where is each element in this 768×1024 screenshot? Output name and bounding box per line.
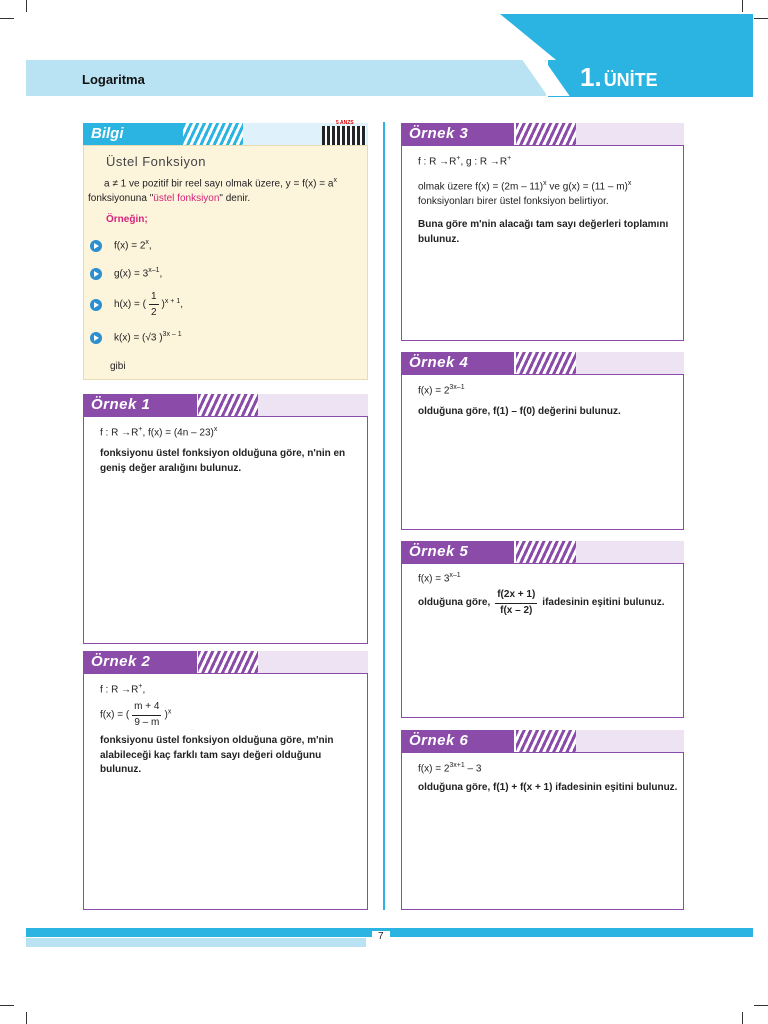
bilgi-heading: Üstel Fonksiyon <box>106 154 206 169</box>
example-formula: k(x) = (√3 )$^{3x - 1}$ <box>114 331 182 344</box>
definition-text: a ≠ 1 ve pozitif bir reel sayı olmak üzere, y = f(x) = a <box>104 178 334 190</box>
example-item <box>90 289 183 320</box>
ornek-5-title-bar <box>401 541 684 563</box>
title-stripes <box>516 352 576 374</box>
question-text: fonksiyonu üstel fonksiyon olduğuna göre, m'nin alabileceği kaç farklı tam sayı değeri olduğunu bulunuz. <box>100 735 334 775</box>
title-tail <box>576 541 684 563</box>
page-number: 7 <box>372 931 390 942</box>
title-tail <box>576 123 684 145</box>
play-icon <box>90 240 102 252</box>
section-title: Logaritma <box>82 72 145 87</box>
formula-line: f(x) = ( $\frac{m + 4}{9 - m}$ )$^x$ <box>100 701 172 728</box>
definition-line-2 <box>88 191 364 206</box>
crop-mark <box>26 1012 27 1024</box>
column-divider <box>383 122 385 910</box>
example-formula: $g(x) = 3^{x-1}$, <box>114 267 163 280</box>
ornek-4-title-bar <box>401 352 684 374</box>
play-icon <box>90 268 102 280</box>
bilgi-body <box>83 145 368 380</box>
ornek-6-title-bar <box>401 730 684 752</box>
unit-word: ÜNİTE <box>603 70 658 90</box>
crop-mark <box>26 0 27 12</box>
crop-mark <box>0 18 14 19</box>
example-item <box>90 266 162 281</box>
title-tail <box>576 730 684 752</box>
question-text: fonksiyonu üstel fonksiyon olduğuna göre, n'nin en geniş değer aralığını bulunuz. <box>100 448 346 474</box>
unit-label <box>580 62 658 93</box>
crop-mark <box>754 18 768 19</box>
play-icon <box>90 299 102 311</box>
ornek-label: Örnek 1 <box>91 396 151 413</box>
crop-mark <box>754 1005 768 1006</box>
unit-number: 1. <box>580 62 602 92</box>
ornek-label: Örnek 5 <box>409 543 469 560</box>
ornek-3-box <box>401 145 684 341</box>
ornek-2-title-bar <box>83 651 368 673</box>
ornek-5-box <box>401 563 684 718</box>
ornek-label: Örnek 2 <box>91 653 151 670</box>
condition-text: olmak üzere f(x) = (2m – 11)$^x$ ve g(x) = (11 – m)$^x$ fonksiyonları birer üstel fonksiyon belirtiyor. <box>418 180 632 207</box>
given-line: f : R →R+, <box>100 683 146 696</box>
definition-sup: x <box>333 177 337 184</box>
question-text: Buna göre m'nin alacağı tam sayı değerleri toplamını bulunuz. <box>418 219 669 245</box>
examples-label: Örneğin; <box>106 214 148 225</box>
qr-tag: 5 ANZS <box>336 120 354 126</box>
ornek-2-box <box>83 673 368 910</box>
title-stripes <box>516 730 576 752</box>
play-icon <box>90 332 102 344</box>
title-tail <box>258 651 368 673</box>
ornek-6-box <box>401 752 684 910</box>
title-tail <box>258 394 368 416</box>
question-text: olduğuna göre, f(1) + f(x + 1) ifadesinin eşitini bulunuz. <box>418 782 678 793</box>
title-stripes <box>198 651 258 673</box>
ornek-1-title-bar <box>83 394 368 416</box>
crop-mark <box>742 0 743 12</box>
definition-term: üstel fonksiyon <box>153 193 220 204</box>
given-line: f : R →R+, f(x) = (4n – 23)$^x$ <box>100 426 218 439</box>
question-text: olduğuna göre, f(1) – f(0) değerini bulunuz. <box>418 406 621 417</box>
given-line: $f(x) = 2^{3x-1}$ <box>418 384 465 397</box>
title-stripes <box>516 541 576 563</box>
definition-text: " denir. <box>219 193 251 204</box>
title-stripes <box>198 394 258 416</box>
title-tail <box>576 352 684 374</box>
question-text: olduğuna göre, $\frac{f(2x + 1)}{f(x - 2)}$ ifadesinin eşitini bulunuz. <box>418 589 665 616</box>
title-stripes <box>183 123 243 145</box>
example-item <box>90 330 182 345</box>
definition-line <box>104 176 364 191</box>
ornek-label: Örnek 6 <box>409 732 469 749</box>
bilgi-label: Bilgi <box>91 125 124 142</box>
given-line: $f(x) = 3^{x-1}$ <box>418 572 461 585</box>
example-item <box>90 238 152 253</box>
title-stripes <box>516 123 576 145</box>
definition-text: fonksiyonuna " <box>88 193 154 204</box>
footer-band-light <box>26 938 366 947</box>
example-formula: $f(x) = 2^x$, <box>114 239 152 252</box>
ornek-1-box <box>83 416 368 644</box>
example-formula: h(x) = ( $\frac{1}{2}$ )$^{x + 1}$, <box>114 291 184 318</box>
closing-text: gibi <box>110 361 126 372</box>
given-line: f : R →R+, g : R →R+ <box>418 155 512 168</box>
ornek-label: Örnek 4 <box>409 354 469 371</box>
ornek-4-box <box>401 374 684 530</box>
crop-mark <box>0 1005 14 1006</box>
ornek-label: Örnek 3 <box>409 125 469 142</box>
ornek-3-title-bar <box>401 123 684 145</box>
given-line: $f(x) = 2^{3x+1} - 3$ <box>418 762 482 775</box>
crop-mark <box>742 1012 743 1024</box>
